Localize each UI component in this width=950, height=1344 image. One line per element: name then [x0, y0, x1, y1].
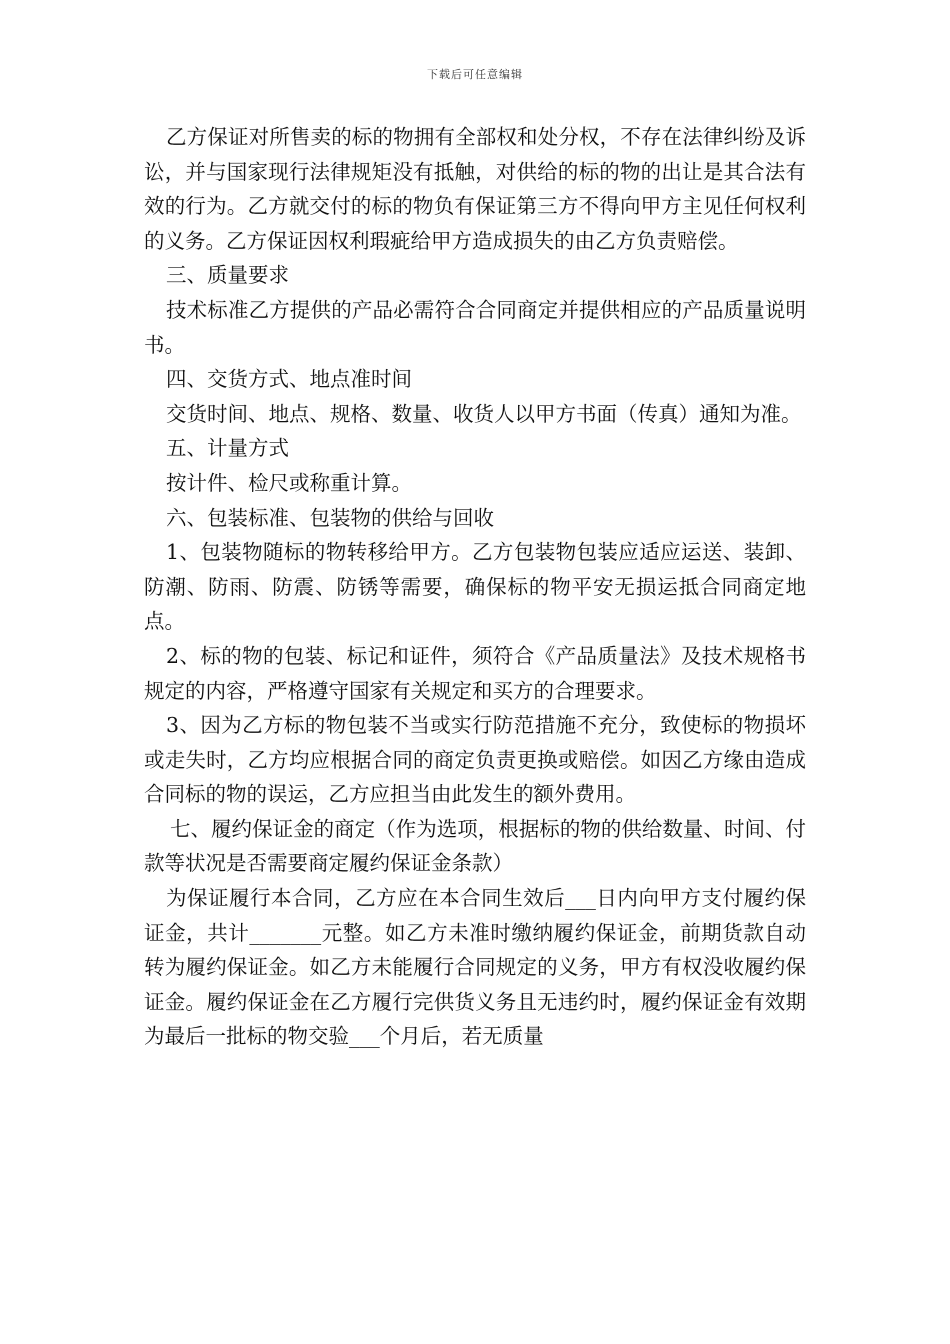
paragraph-performance-bond: 为保证履行本合同，乙方应在本合同生效后___日内向甲方支付履约保证金，共计_______元整。如乙方未准时缴纳履约保证金，前期货款自动转为履约保证金。如乙方未能履行合同规定的义务，甲方有权没收履约保证金。履约保证金在乙方履行完供货义务且无违约时，履约保证金有效期为最后一批标的物交验___个月后，若无质量: [144, 886, 806, 1049]
paragraph-packaging-3: 3、因为乙方标的物包装不当或实行防范措施不充分，致使标的物损坏或走失时，乙方均应根据合同的商定负责更换或赔偿。如因乙方缘由造成合同标的物的误运，乙方应担当由此发生的额外费用。: [144, 713, 806, 807]
paragraph-packaging-2: 2、标的物的包装、标记和证件，须符合《产品质量法》及技术规格书规定的内容，严格遵守国家有关规定和买方的合理要求。: [144, 643, 806, 703]
section-heading-performance-bond: 七、履约保证金的商定（作为选项，根据标的物的供给数量、时间、付款等状况是否需要商定履约保证金条款）: [144, 816, 806, 876]
section-heading-packaging: 六、包装标准、包装物的供给与回收: [166, 505, 494, 530]
paragraph-warranty: 乙方保证对所售卖的标的物拥有全部权和处分权，不存在法律纠纷及诉讼，并与国家现行法律规矩没有抵触，对供给的标的物的出让是其合法有效的行为。乙方就交付的标的物负有保证第三方不得向甲方主见任何权利的义务。乙方保证因权利瑕疵给甲方造成损失的由乙方负责赔偿。: [144, 125, 806, 253]
document-body: [144, 120, 806, 1054]
page-header: 下载后可任意编辑: [427, 68, 523, 81]
section-heading-delivery: 四、交货方式、地点准时间: [166, 367, 412, 392]
paragraph-delivery: 交货时间、地点、规格、数量、收货人以甲方书面（传真）通知为准。: [166, 401, 802, 426]
section-heading-measurement: 五、计量方式: [166, 436, 289, 461]
paragraph-measurement: 按计件、检尺或称重计算。: [166, 470, 412, 495]
paragraph-packaging-1: 1、包装物随标的物转移给甲方。乙方包装物包装应适应运送、装卸、防潮、防雨、防震、防锈等需要，确保标的物平安无损运抵合同商定地点。: [144, 540, 806, 634]
paragraph-quality: 技术标准乙方提供的产品必需符合合同商定并提供相应的产品质量说明书。: [144, 297, 806, 357]
section-heading-quality: 三、质量要求: [166, 263, 289, 288]
